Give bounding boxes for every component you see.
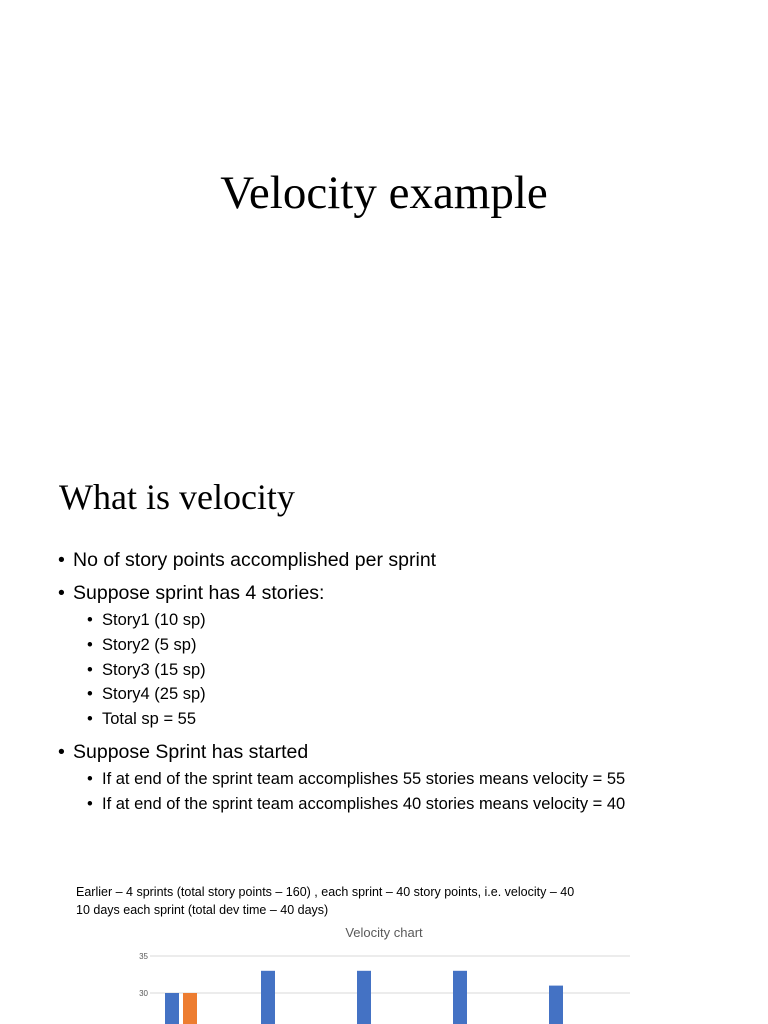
note-line: 10 days each sprint (total dev time – 40 days) xyxy=(76,902,329,917)
bullet-item: • Suppose Sprint has started xyxy=(58,740,625,773)
sub-bullet-item: • If at end of the sprint team accomplishes 55 stories means velocity = 55 xyxy=(87,767,625,792)
bullet-list xyxy=(58,548,625,825)
bullet-item: • Suppose sprint has 4 stories: xyxy=(58,581,625,614)
bar xyxy=(261,971,275,1024)
bullet-item: • No of story points accomplished per sprint xyxy=(58,548,625,581)
slide-title: Velocity example xyxy=(220,167,548,219)
note-line: Earlier – 4 sprints (total story points – 160) , each sprint – 40 story points, i.e. velocity – 40 xyxy=(76,885,575,899)
bar xyxy=(453,971,467,1024)
bar xyxy=(183,993,197,1024)
sub-bullet-item: • Story2 (5 sp) xyxy=(87,633,625,658)
bar xyxy=(165,993,179,1024)
chart-title: Velocity chart xyxy=(345,925,423,940)
velocity-chart xyxy=(0,918,768,1024)
sub-bullet-item: • Story3 (15 sp) xyxy=(87,658,625,683)
sub-bullet-item: • If at end of the sprint team accomplishes 40 stories means velocity = 40 xyxy=(87,792,625,817)
sub-bullet-item: • Story4 (25 sp) xyxy=(87,682,625,707)
sub-bullet-item: • Total sp = 55 xyxy=(87,707,625,732)
bar xyxy=(549,986,563,1024)
bar xyxy=(357,971,371,1024)
sub-bullet-list xyxy=(87,608,625,732)
sub-bullet-list xyxy=(87,767,625,817)
y-tick-label: 30 xyxy=(139,989,148,998)
sub-bullet-item: • Story1 (10 sp) xyxy=(87,608,625,633)
slide-heading: What is velocity xyxy=(59,477,295,517)
note-text xyxy=(76,884,574,919)
y-tick-label: 35 xyxy=(139,952,148,961)
